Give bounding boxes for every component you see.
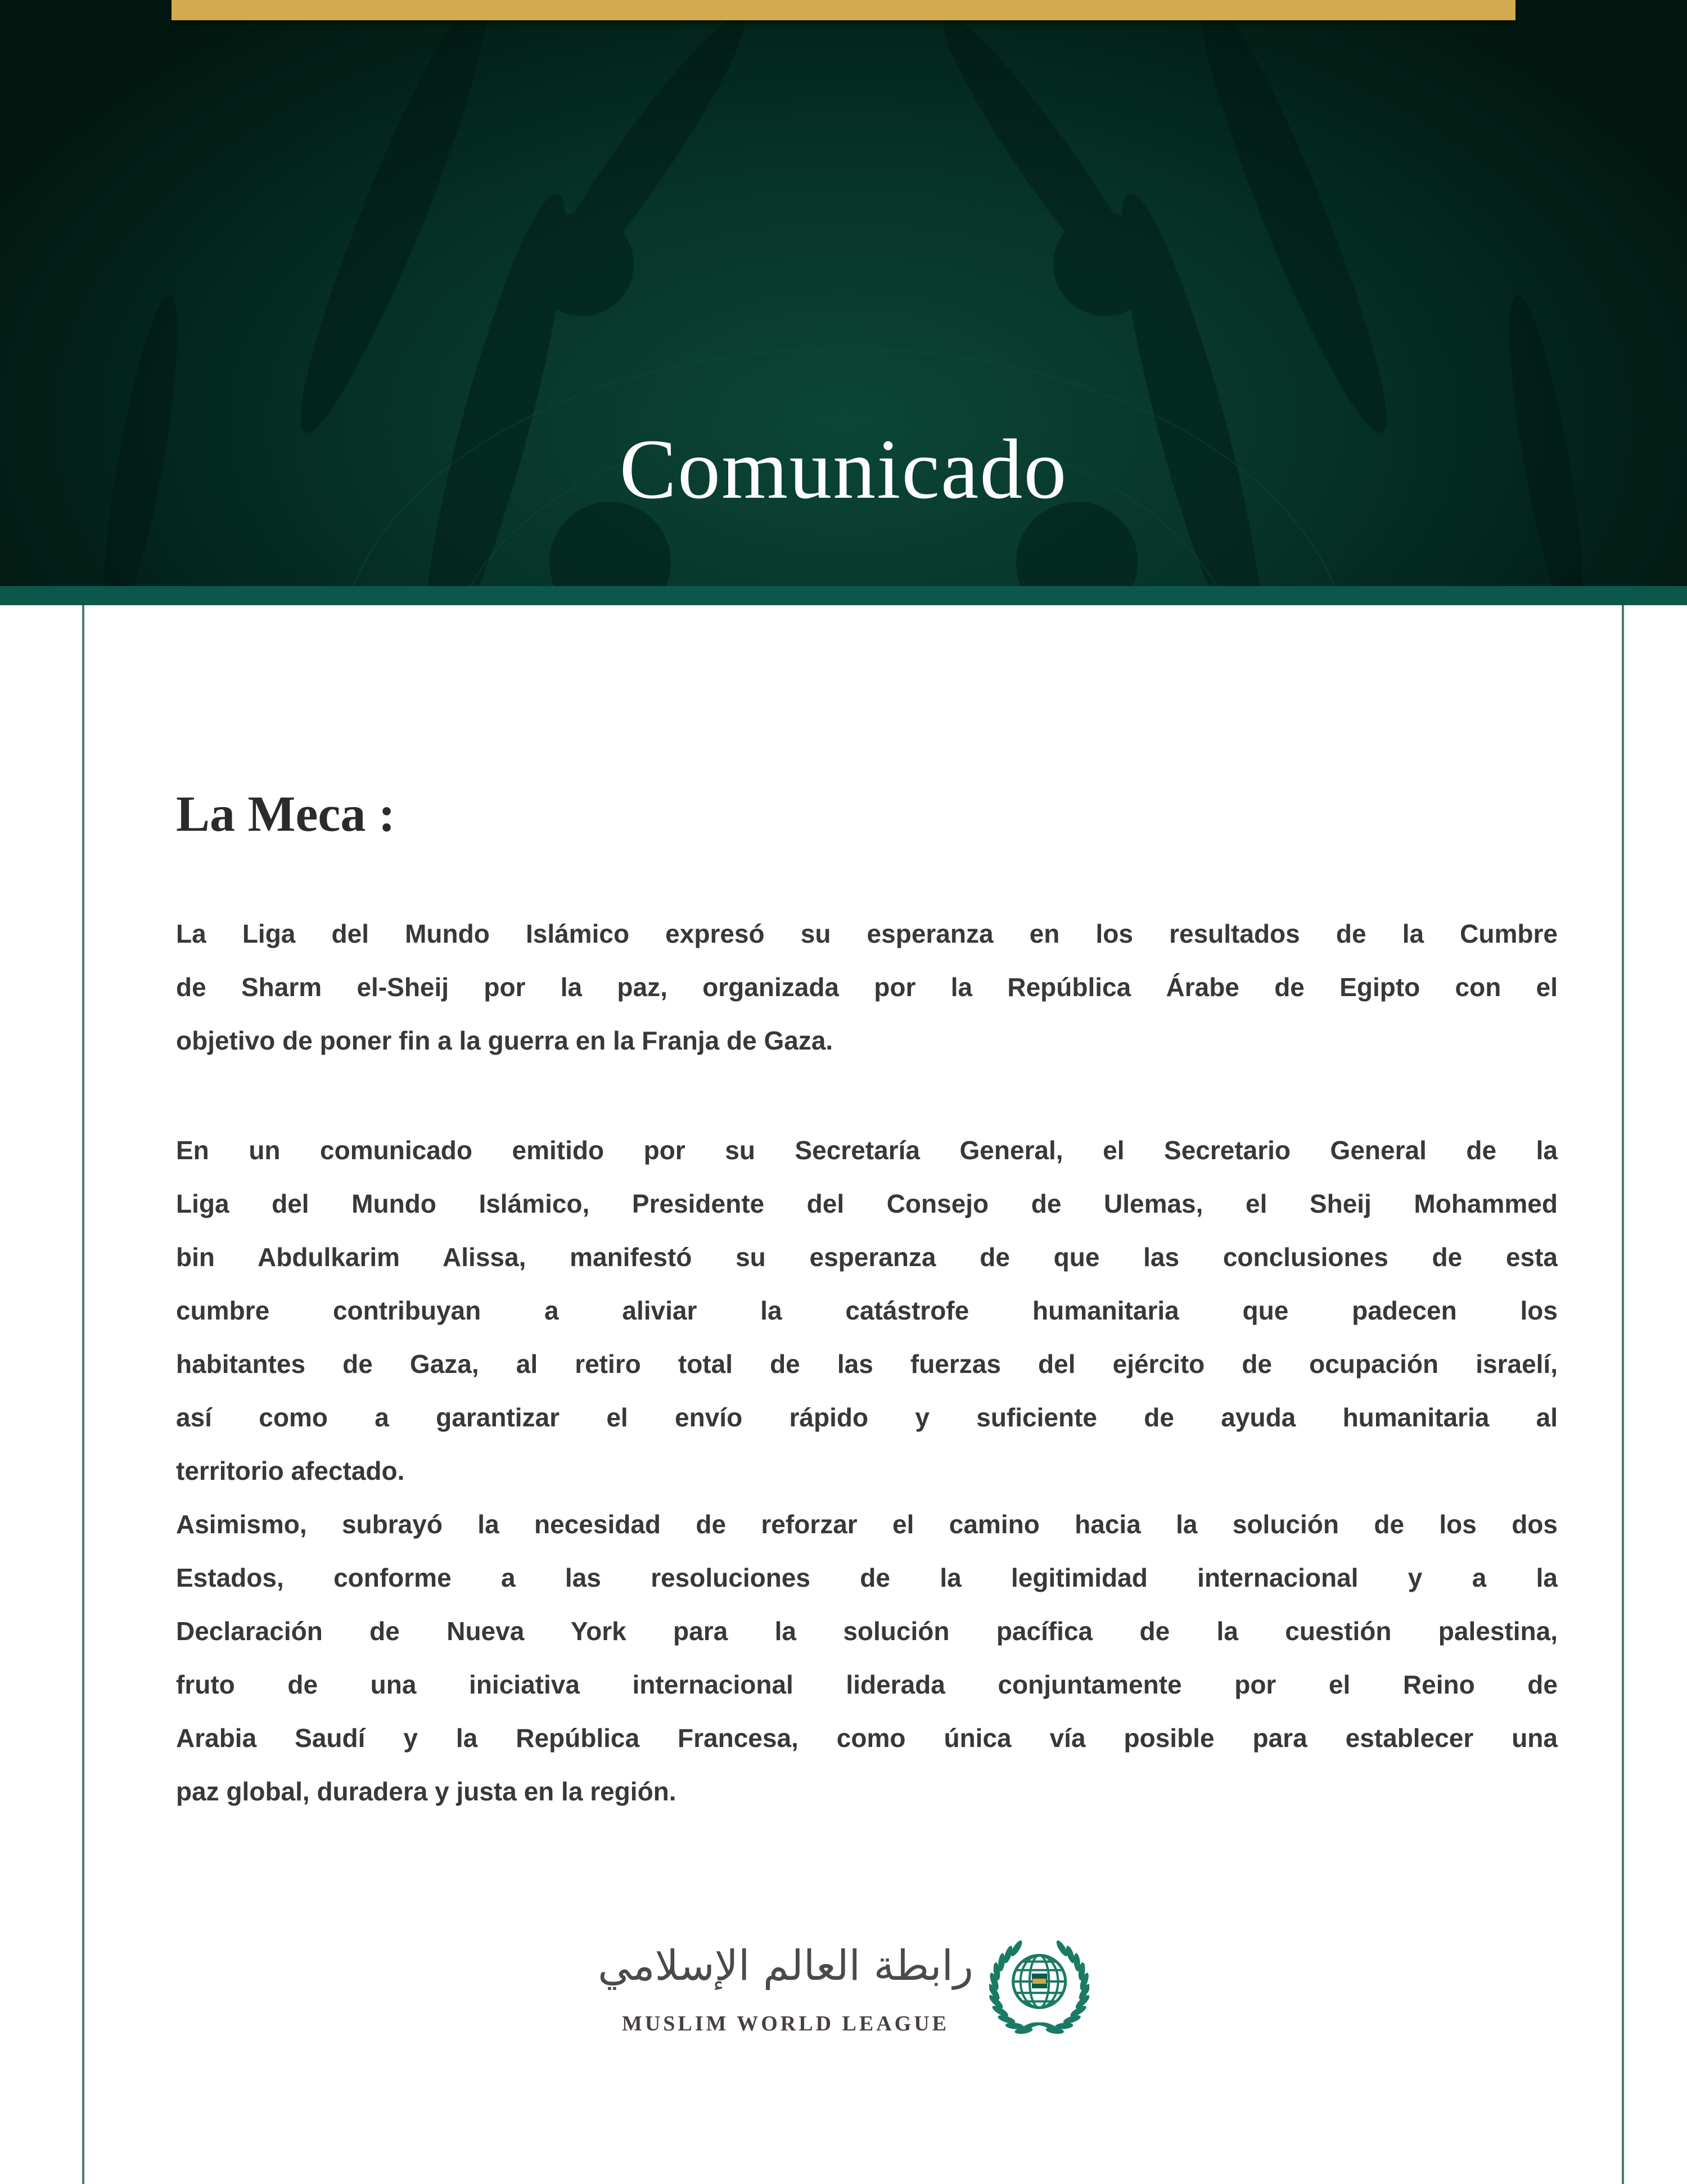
body-line: Declaración de Nueva York para la solución pacífica de la cuestión palestina, xyxy=(176,1616,1558,1646)
body-line: de Sharm el-Sheij por la paz, organizada por la República Árabe de Egipto con el xyxy=(176,972,1558,1002)
body-line: Arabia Saudí y la República Francesa, como única vía posible para establecer una xyxy=(176,1723,1558,1753)
mwl-logo xyxy=(598,1933,1089,2035)
body-line: fruto de una iniciativa internacional liderada conjuntamente por el Reino de xyxy=(176,1670,1558,1699)
dateline: La Meca : xyxy=(176,786,395,842)
body-paragraph xyxy=(176,1498,1558,1818)
mwl-arabic-calligraphy: رابطة العالم الإسلامي xyxy=(598,1942,973,1990)
body-line: Estados, conforme a las resoluciones de la legitimidad internacional y a la xyxy=(176,1563,1558,1592)
body-line: Asimismo, subrayó la necesidad de reforzar el camino hacia la solución de los dos xyxy=(176,1510,1558,1539)
mwl-emblem-icon xyxy=(989,1934,1089,2034)
body-line: objetivo de poner fin a la guerra en la Franja de Gaza. xyxy=(176,1026,833,1055)
mwl-latin-name: MUSLIM WORLD LEAGUE xyxy=(621,2012,950,2036)
body-line: así como a garantizar el envío rápido y suficiente de ayuda humanitaria al xyxy=(176,1403,1558,1432)
document-body xyxy=(176,907,1558,1818)
mwl-logo-names xyxy=(598,1933,973,2035)
body-line: territorio afectado. xyxy=(176,1456,405,1485)
body-line: habitantes de Gaza, al retiro total de las fuerzas del ejército de ocupación israelí, xyxy=(176,1349,1558,1379)
body-line: Liga del Mundo Islámico, Presidente del Consejo de Ulemas, el Sheij Mohammed xyxy=(176,1189,1558,1218)
body-line: paz global, duradera y justa en la región. xyxy=(176,1777,676,1806)
teal-divider-band xyxy=(0,586,1687,605)
kaaba-gold-band xyxy=(1032,1979,1046,1984)
body-line: En un comunicado emitido por su Secretaría General, el Secretario General de la xyxy=(176,1136,1558,1165)
body-line: La Liga del Mundo Islámico expresó su esperanza en los resultados de la Cumbre xyxy=(176,919,1558,948)
body-line: bin Abdulkarim Alissa, manifestó su esperanza de que las conclusiones de esta xyxy=(176,1242,1558,1272)
gold-accent-bar xyxy=(172,0,1515,20)
body-line: cumbre contribuyan a aliviar la catástrofe humanitaria que padecen los xyxy=(176,1296,1558,1325)
body-paragraph xyxy=(176,1124,1558,1498)
right-margin-rule xyxy=(1622,605,1624,2184)
body-paragraph xyxy=(176,907,1558,1068)
left-margin-rule xyxy=(82,605,84,2184)
page-title: Comunicado xyxy=(619,422,1068,516)
header-banner xyxy=(0,0,1687,586)
